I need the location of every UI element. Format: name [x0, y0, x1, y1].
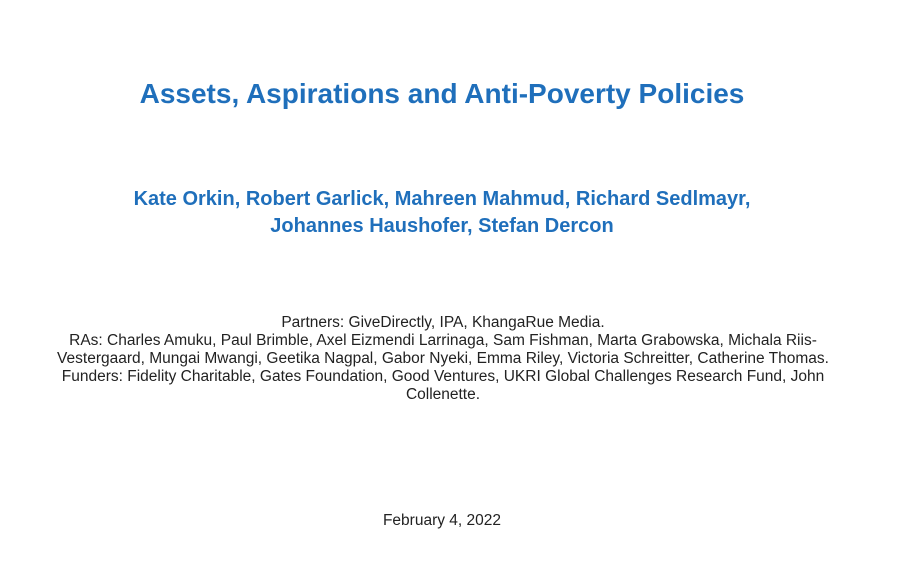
author-list — [0, 186, 884, 240]
author-line-2: Johannes Haushofer, Stefan Dercon — [270, 215, 614, 237]
presentation-date: February 4, 2022 — [382, 512, 502, 529]
credits-block — [40, 314, 846, 404]
funders-text: Funders: Fidelity Charitable, Gates Foundation, Good Ventures, UKRI Global Challenges Research Fund, John Collenette. — [61, 368, 825, 403]
presentation-title: Assets, Aspirations and Anti-Poverty Policies — [139, 78, 745, 109]
research-assistants-text: RAs: Charles Amuku, Paul Brimble, Axel Eizmendi Larrinaga, Sam Fishman, Marta Grabowska, Michala Riis-Vestergaard, Mungai Mwangi, Geetika Nagpal, Gabor Nyeki, Emma Riley, Victoria Schreitter, Catherine Thomas. — [57, 332, 829, 367]
partners-text: Partners: GiveDirectly, IPA, KhangaRue Media. — [281, 314, 605, 331]
author-line-1: Kate Orkin, Robert Garlick, Mahreen Mahmud, Richard Sedlmayr, — [133, 188, 751, 210]
